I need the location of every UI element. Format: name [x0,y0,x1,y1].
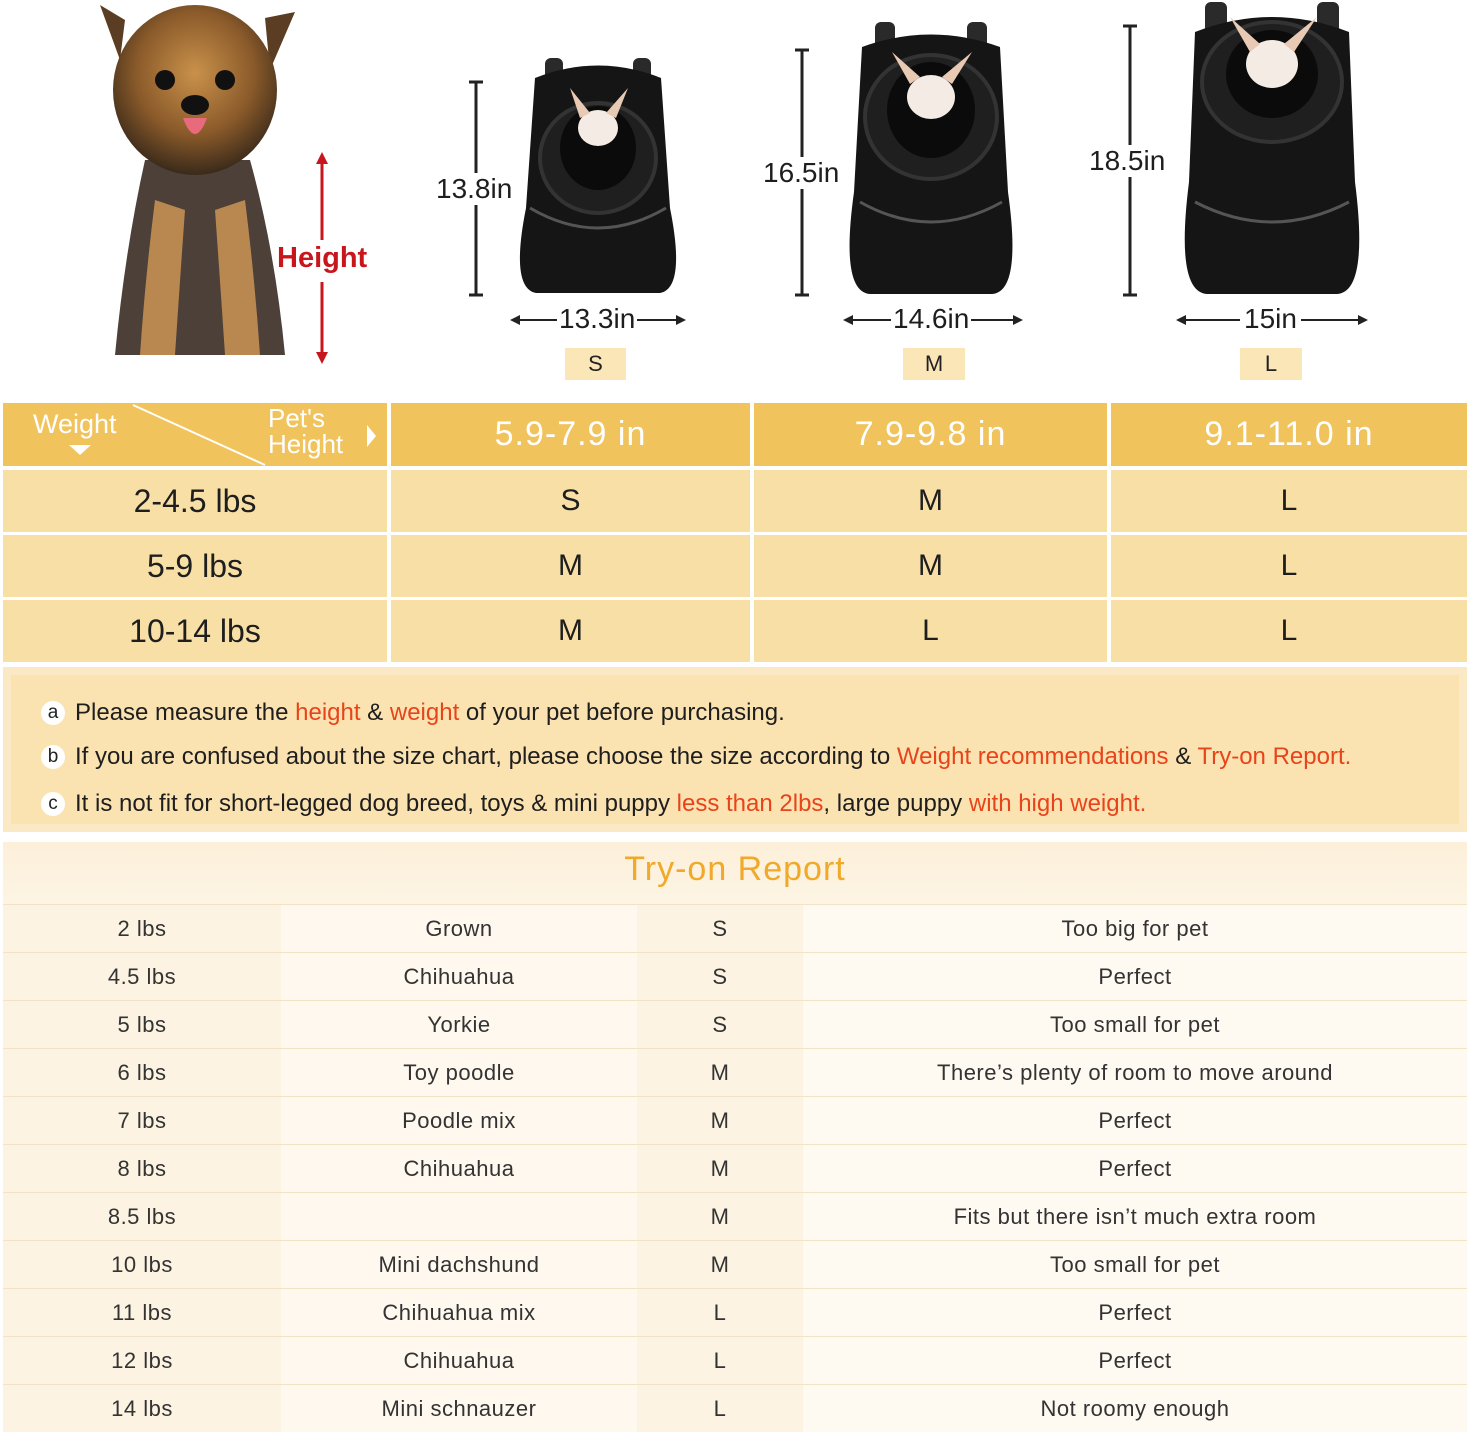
report-weight-cell: 11 lbs [3,1289,281,1336]
report-result-cell: Perfect [803,1145,1467,1192]
report-weight-cell: 14 lbs [3,1385,281,1432]
report-weight-cell: 8 lbs [3,1145,281,1192]
report-result-cell: Perfect [803,1097,1467,1144]
report-result-cell: There’s plenty of room to move around [803,1049,1467,1096]
carrier-s-width: 13.3in [559,303,636,334]
size-cell: L [1111,470,1467,532]
report-row [3,1192,1467,1239]
report-weight-cell: 6 lbs [3,1049,281,1096]
report-result-cell: Too big for pet [803,905,1467,952]
report-breed-cell: Chihuahua [281,1337,637,1384]
report-size-cell: S [637,953,803,1000]
report-size-cell: S [637,905,803,952]
report-size-cell: M [637,1049,803,1096]
bullet-a: a [41,701,65,725]
column-header: 9.1-11.0 in [1111,403,1467,466]
report-size-cell: M [637,1097,803,1144]
weight-cell: 10-14 lbs [3,600,387,662]
size-cell: M [391,535,750,597]
report-breed-cell: Mini schnauzer [281,1385,637,1432]
report-breed-cell: Yorkie [281,1001,637,1048]
notes-panel [3,667,1467,832]
report-row [3,1384,1467,1431]
carrier-m-image [840,22,1022,297]
size-tag-l: L [1240,348,1302,380]
report-weight-cell: 2 lbs [3,905,281,952]
size-cell: L [1111,600,1467,662]
report-result-cell: Fits but there isn’t much extra room [803,1193,1467,1240]
report-size-cell: M [637,1193,803,1240]
size-chart-corner [3,403,387,466]
report-weight-cell: 4.5 lbs [3,953,281,1000]
report-row [3,904,1467,951]
report-breed-cell [281,1193,637,1240]
report-breed-cell: Grown [281,905,637,952]
size-tag-s: S [565,348,626,380]
corner-weight-label: Weight [33,409,117,439]
bullet-b: b [41,745,65,769]
report-row [3,1096,1467,1143]
report-weight-cell: 7 lbs [3,1097,281,1144]
note-c: c It is not fit for short-legged dog breed, toys & mini puppy less than 2lbs, large puppy with high weight. [41,790,1146,818]
report-size-cell: L [637,1289,803,1336]
note-a: a Please measure the height & weight of your pet before purchasing. [41,699,785,727]
column-header: 5.9-7.9 in [391,403,750,466]
report-row [3,1240,1467,1287]
report-row [3,1336,1467,1383]
report-result-cell: Perfect [803,1289,1467,1336]
size-tag-m: M [903,348,965,380]
report-result-cell: Not roomy enough [803,1385,1467,1432]
try-on-report [3,842,1467,1432]
weight-cell: 2-4.5 lbs [3,470,387,532]
report-breed-cell: Chihuahua [281,1145,637,1192]
size-cell: L [1111,535,1467,597]
carrier-m-width: 14.6in [893,303,970,334]
report-breed-cell: Chihuahua [281,953,637,1000]
report-size-cell: L [637,1337,803,1384]
height-label: Height [277,242,368,274]
size-cell: M [754,470,1107,532]
report-weight-cell: 12 lbs [3,1337,281,1384]
report-row [3,1000,1467,1047]
corner-height-label: Pet's Height [268,403,344,459]
report-size-cell: M [637,1241,803,1288]
report-breed-cell: Mini dachshund [281,1241,637,1288]
weight-cell: 5-9 lbs [3,535,387,597]
carrier-l-width: 15in [1240,303,1301,335]
carrier-s-image [510,58,686,296]
report-breed-cell: Chihuahua mix [281,1289,637,1336]
report-row [3,1288,1467,1335]
report-size-cell: S [637,1001,803,1048]
carrier-l-height: 18.5in [1089,145,1166,176]
carrier-l-image [1175,2,1369,297]
carrier-s-height: 13.8in [436,173,513,204]
report-row [3,952,1467,999]
report-size-cell: M [637,1145,803,1192]
report-result-cell: Too small for pet [803,1001,1467,1048]
size-cell: S [391,470,750,532]
column-header: 7.9-9.8 in [754,403,1107,466]
yorkie-dog-image [85,0,315,365]
report-size-cell: L [637,1385,803,1432]
report-weight-cell: 10 lbs [3,1241,281,1288]
report-weight-cell: 5 lbs [3,1001,281,1048]
report-result-cell: Perfect [803,953,1467,1000]
report-row [3,1144,1467,1191]
report-breed-cell: Toy poodle [281,1049,637,1096]
report-weight-cell: 8.5 lbs [3,1193,281,1240]
report-row [3,1048,1467,1095]
report-breed-cell: Poodle mix [281,1097,637,1144]
report-title: Try-on Report [624,850,846,888]
size-cell: L [754,600,1107,662]
note-b: b If you are confused about the size chart, please choose the size according to Weight recommendations & Try-on Report. [41,743,1351,771]
carrier-m-height: 16.5in [763,157,840,188]
size-cell: M [754,535,1107,597]
report-result-cell: Too small for pet [803,1241,1467,1288]
size-cell: M [391,600,750,662]
bullet-c: c [41,792,65,816]
product-illustration [0,0,1470,400]
report-result-cell: Perfect [803,1337,1467,1384]
